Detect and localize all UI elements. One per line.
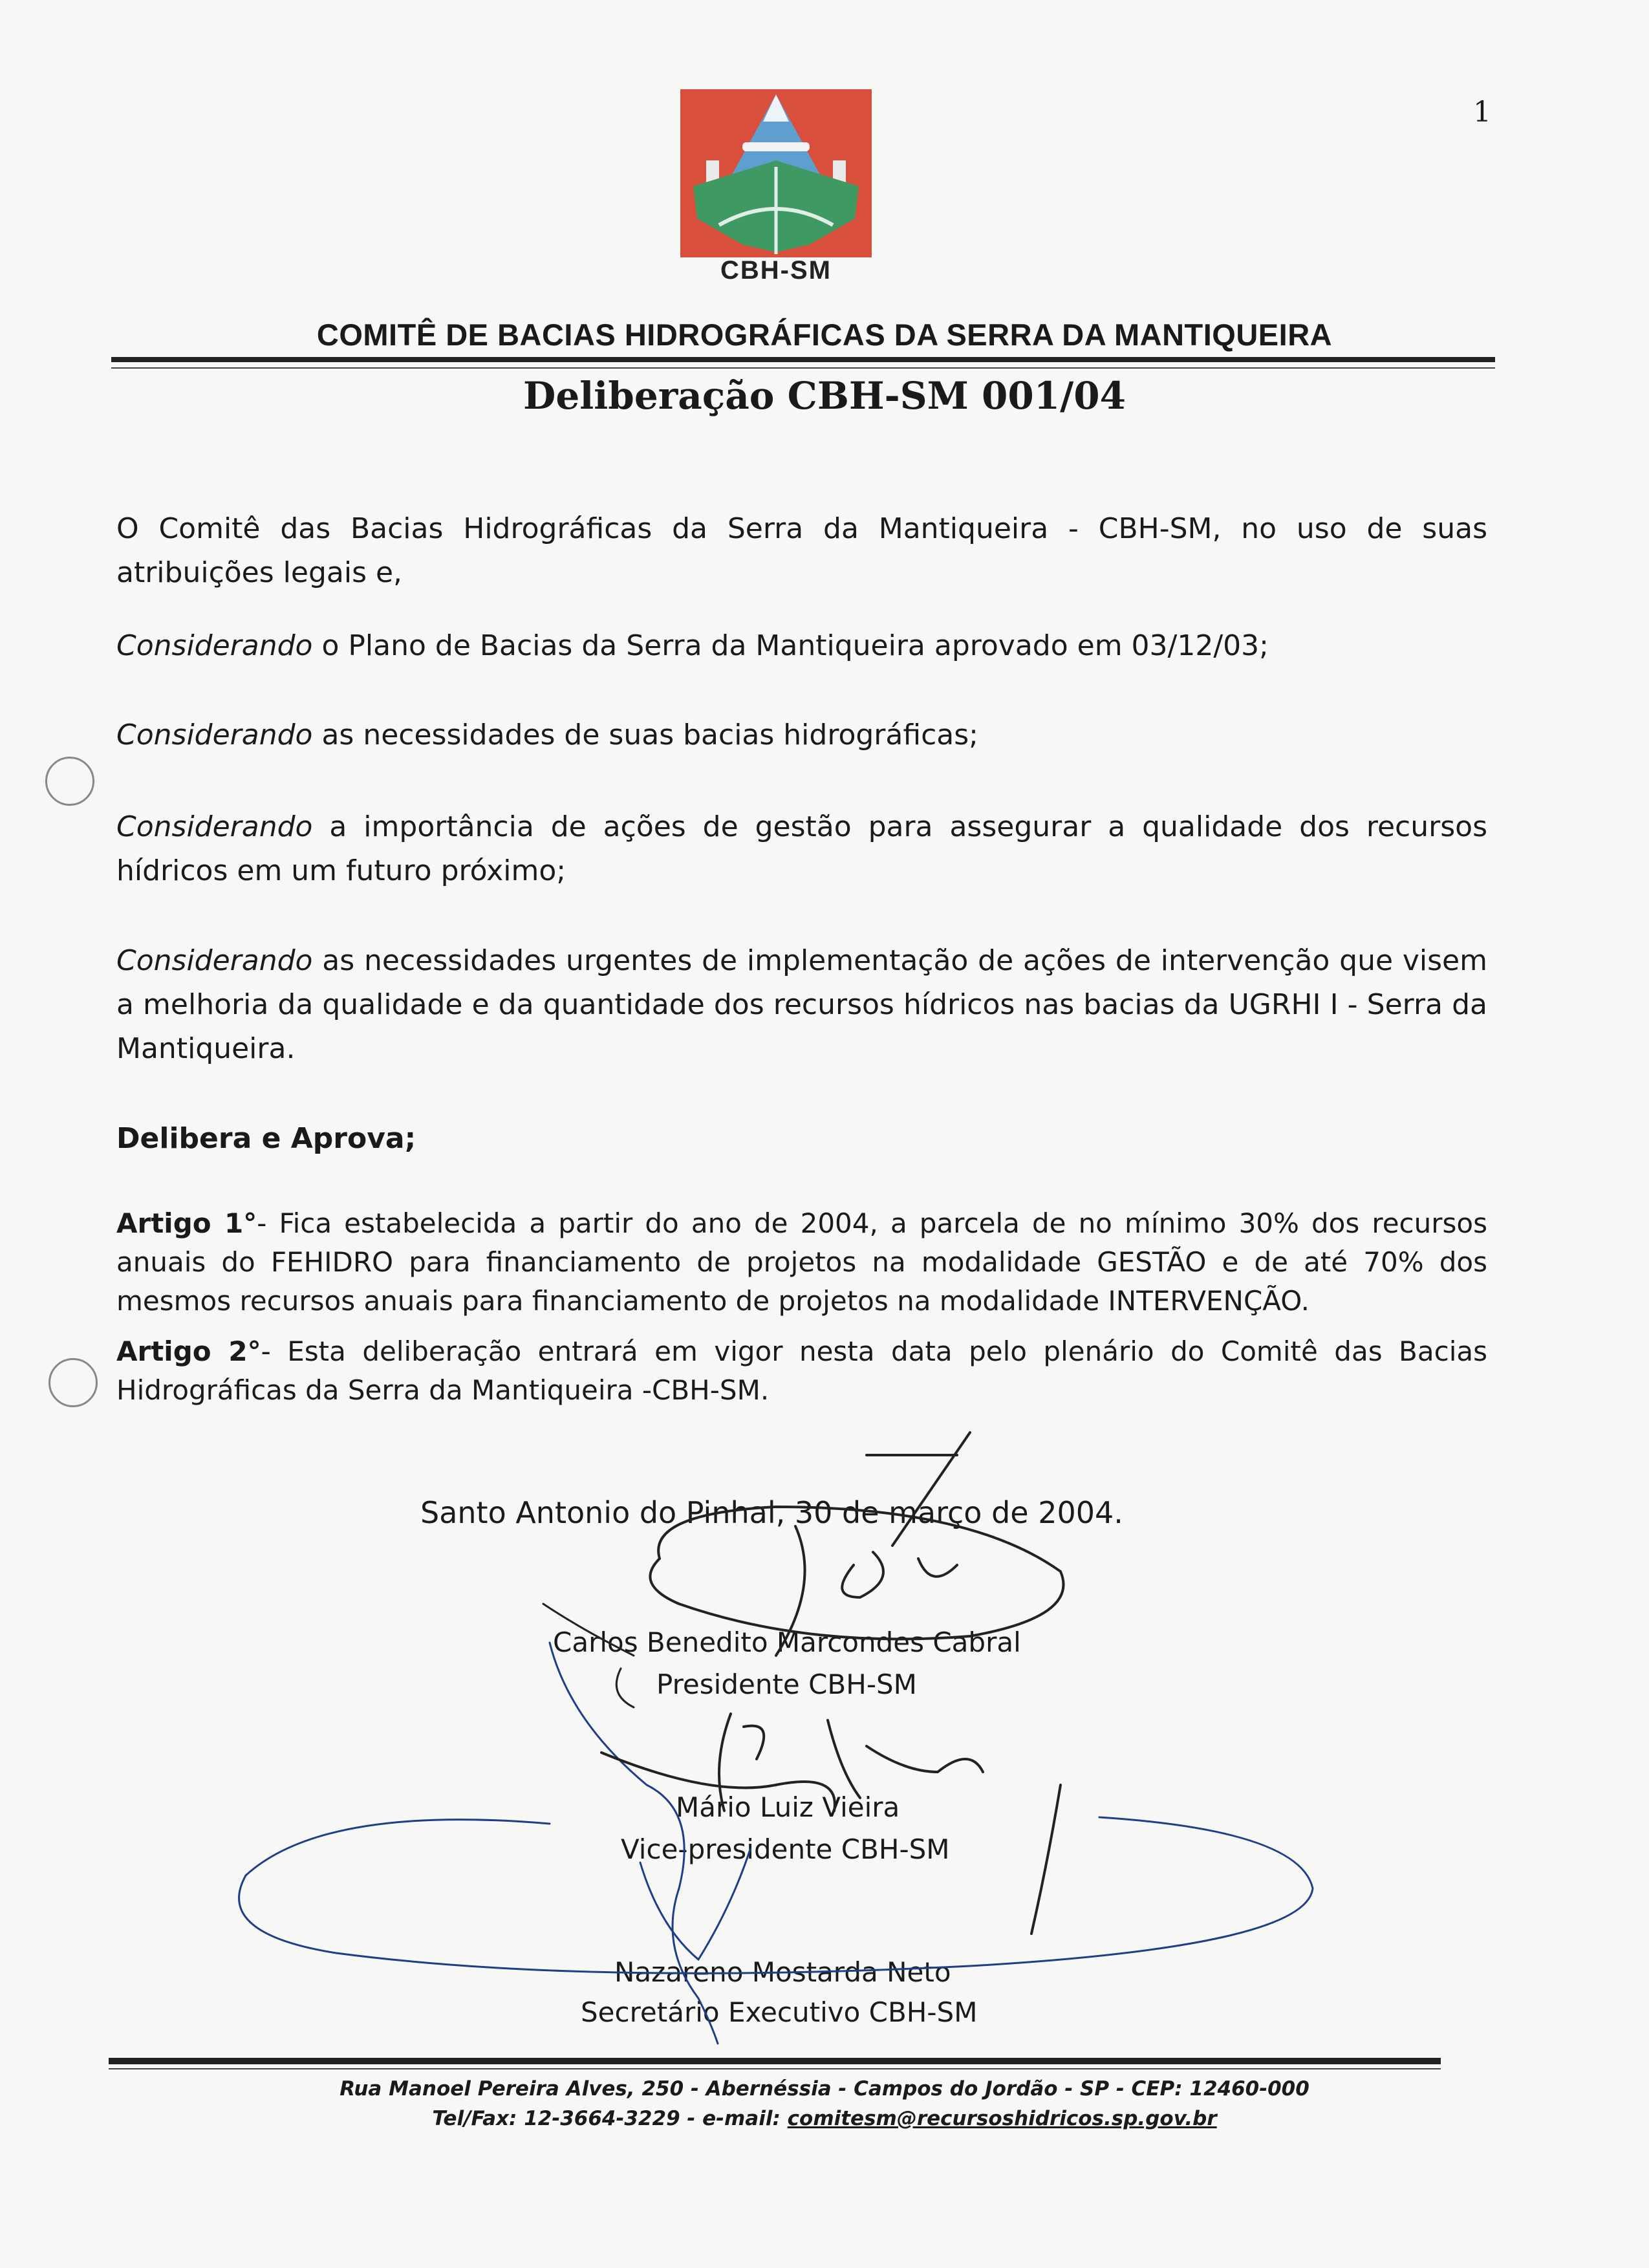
header-divider <box>111 357 1495 362</box>
delibera-heading: Delibera e Aprova; <box>116 1122 416 1155</box>
signatory-3-name: Nazareno Mostarda Neto <box>614 1956 951 1988</box>
considerando-1 <box>116 624 1487 668</box>
considerando-label: Considerando <box>116 810 313 843</box>
considerando-3 <box>116 805 1487 893</box>
intro-paragraph: O Comitê das Bacias Hidrográficas da Serra da Mantiqueira - CBH-SM, no uso de suas atribuições legais e, <box>116 512 1487 589</box>
considerando-2 <box>116 713 1487 757</box>
considerando-label: Considerando <box>116 944 313 977</box>
considerando-text: o Plano de Bacias da Serra da Mantiqueira aprovado em 03/12/03; <box>321 629 1269 662</box>
document-title: Deliberação CBH-SM 001/04 <box>523 374 1126 418</box>
footer-phone: Tel/Fax: 12-3664-3229 - e-mail: <box>432 2107 788 2130</box>
cbh-sm-logo <box>680 89 872 290</box>
signatory-3-role: Secretário Executivo CBH-SM <box>581 1996 978 2028</box>
considerando-4 <box>116 939 1487 1071</box>
considerando-text: a importância de ações de gestão para assegurar a qualidade dos recursos hídricos em um futuro próximo; <box>116 810 1487 887</box>
punch-hole <box>48 1358 98 1407</box>
footer-contact <box>0 2107 1649 2130</box>
signatory-2-role: Vice-presidente CBH-SM <box>621 1833 950 1865</box>
considerando-text: as necessidades urgentes de implementação de ações de intervenção que visem a melhoria da qualidade e da quantidade dos recursos hídricos nas bacias da UGRHI I - Serra da Mantiqueira. <box>116 944 1487 1065</box>
artigo-1 <box>116 1204 1487 1321</box>
artigo-2 <box>116 1332 1487 1410</box>
page-number: 1 <box>1473 96 1491 129</box>
artigo-2-text: - Esta deliberação entrará em vigor nesta data pelo plenário do Comitê das Bacias Hidrográficas da Serra da Mantiqueira -CBH-SM. <box>116 1335 1487 1406</box>
signatory-2-name: Mário Luiz Vieira <box>676 1791 900 1823</box>
footer-email-link[interactable]: comitesm@recursoshidricos.sp.gov.br <box>787 2107 1217 2130</box>
artigo-1-label: Artigo 1° <box>116 1207 257 1239</box>
considerando-label: Considerando <box>116 629 313 662</box>
logo-text: CBH-SM <box>720 256 832 285</box>
committee-name: COMITÊ DE BACIAS HIDROGRÁFICAS DA SERRA DA MANTIQUEIRA <box>316 318 1333 352</box>
footer-divider-thin <box>109 2068 1441 2069</box>
considerando-text: as necessidades de suas bacias hidrográficas; <box>321 718 978 751</box>
artigo-1-text: - Fica estabelecida a partir do ano de 2004, a parcela de no mínimo 30% dos recursos anuais do FEHIDRO para financiamento de projetos na modalidade GESTÃO e de até 70% dos mesmos recursos anuais para financiamento de projetos na modalidade INTERVENÇÃO. <box>116 1207 1487 1317</box>
artigo-2-label: Artigo 2° <box>116 1335 261 1367</box>
considerando-label: Considerando <box>116 718 313 751</box>
signatory-1-role: Presidente CBH-SM <box>656 1669 917 1700</box>
date-line: Santo Antonio do Pinhal, 30 de março de 2004. <box>420 1495 1123 1530</box>
header-divider-thin <box>111 367 1495 369</box>
punch-hole <box>45 757 94 806</box>
footer-address: Rua Manoel Pereira Alves, 250 - Abernéssia - Campos do Jordão - SP - CEP: 12460-000 <box>339 2077 1310 2101</box>
footer-divider <box>109 2058 1441 2064</box>
signatory-1-name: Carlos Benedito Marcondes Cabral <box>553 1626 1021 1658</box>
